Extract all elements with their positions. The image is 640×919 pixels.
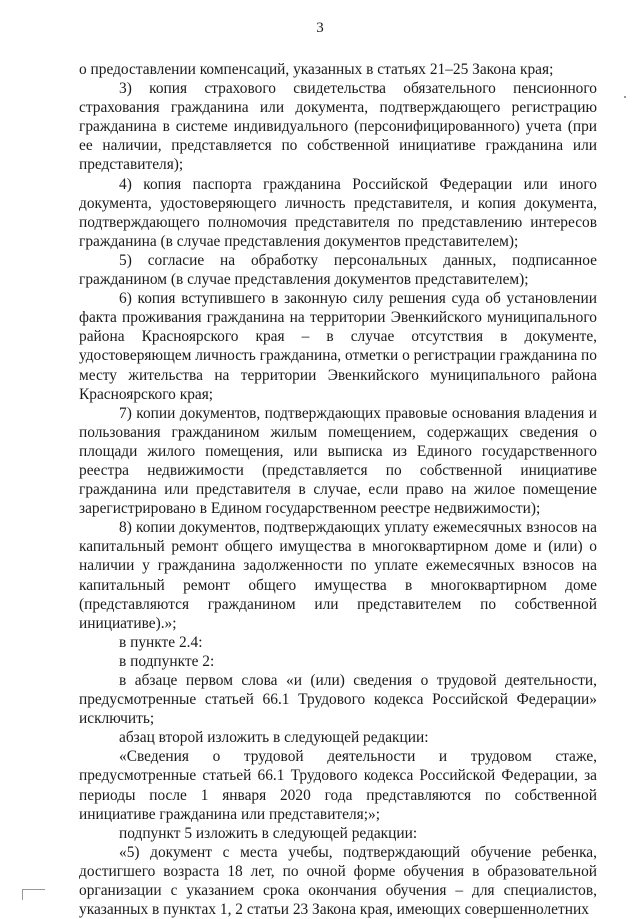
scan-corner-mark (22, 889, 45, 900)
paragraph-item-4: 4) копия паспорта гражданина Российской Федерации или иного документа, удостоверяющего личность представителя, и копия документа, подтверждающего полномочия представителя по представлению интересов гражданина (в случае представления документов представителем); (79, 175, 597, 250)
paragraph-subclause-5-text: «5) документ с места учебы, подтверждающий обучение ребенка, достигшего возраста 18 лет, по очной форме обучения в образовательной организации с указанием срока окончания обучения – для специалистов, указанных в пунктах 1, 2 статьи 23 Закона края, имеющих совершеннолетних (79, 843, 597, 919)
paragraph-continuation: о предоставлении компенсаций, указанных в статьях 21–25 Закона края; (79, 61, 554, 78)
paragraph-item-8: 8) копии документов, подтверждающих уплату ежемесячных взносов на капитальный ремонт общего имущества в многоквартирном доме и (или) о наличии у гражданина задолженности по уплате ежемесячных взносов на капитальный ремонт общего имущества в многоквартирном доме (представляются гражданином или представителем по собственной инициативе).»; (79, 519, 597, 632)
paragraph-subclause-2: в подпункте 2: (119, 652, 215, 670)
paragraph-amendment-first: в абзаце первом слова «и (или) сведения о трудовой деятельности, предусмотренные статьей 66.1 Трудового кодекса Российской Федерации» исключить; (79, 672, 597, 728)
scan-speck (624, 96, 626, 98)
paragraph-amendment-second-text: «Сведения о трудовой деятельности и трудовом стаже, предусмотренные статьей 66.1 Трудового кодекса Российской Федерации, за периоды после 1 января 2020 года представляются по собственной инициативе гражданина или представителя;»; (79, 748, 597, 823)
document-body (79, 60, 597, 919)
paragraph-item-5: 5) согласие на обработку персональных данных, подписанное гражданином (в случае представления документов представителем); (79, 251, 597, 289)
paragraph-subclause-5-intro: подпункт 5 изложить в следующей редакции: (119, 824, 418, 842)
paragraph-clause-2-4: в пункте 2.4: (119, 633, 203, 651)
paragraph-amendment-second-intro: абзац второй изложить в следующей редакции: (119, 729, 429, 747)
page-number: 3 (316, 20, 324, 36)
paragraph-item-7: 7) копии документов, подтверждающих правовые основания владения и пользования гражданином жилым помещением, содержащих сведения о площади жилого помещения, или выписка из Единого государственного реестра недвижимости (представляется по собственной инициативе гражданина или представителя в случае, если право на жилое помещение зарегистрировано в Едином государственном реестре недвижимости); (79, 404, 597, 518)
paragraph-item-3: 3) копия страхового свидетельства обязательного пенсионного страхования гражданина или документа, подтверждающего регистрацию гражданина в системе индивидуального (персонифицированного) учета (при ее наличии, представляется по собственной инициативе гражданина или представителя); (79, 80, 597, 174)
paragraph-item-6: 6) копия вступившего в законную силу решения суда об установлении факта проживания гражданина на территории Эвенкийского муниципального района Красноярского края – в случае отсутствия в документе, удостоверяющем личность гражданина, отметки о регистрации гражданина по месту жительства на территории Эвенкийского муниципального района Красноярского края; (79, 290, 597, 403)
